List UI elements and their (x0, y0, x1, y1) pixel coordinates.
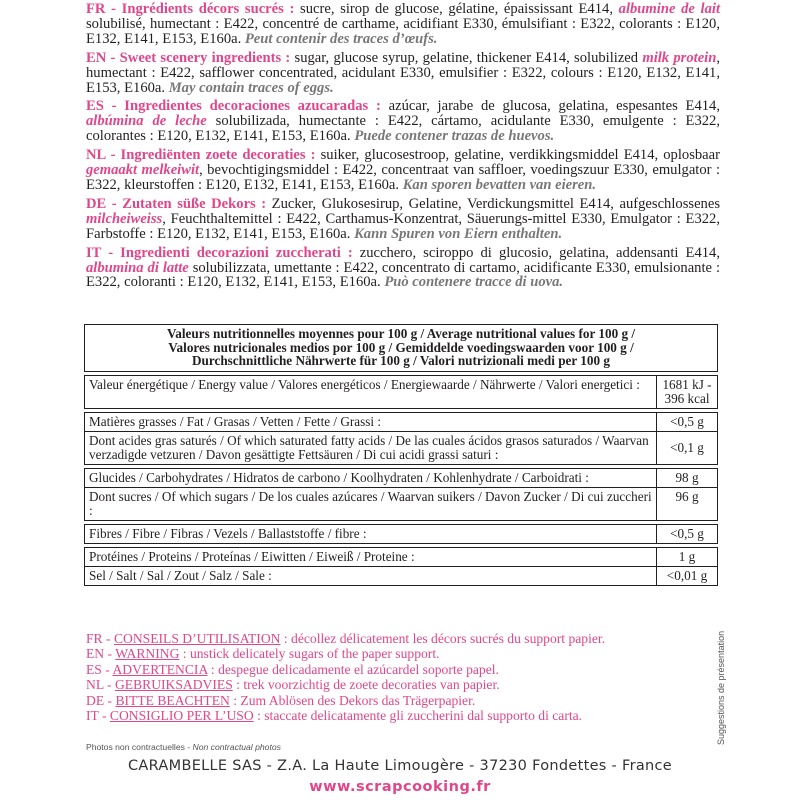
ingredients-text: Zucker, Glukosesirup, Gelatine, Verdickungsmittel E414, aufgeschlossenes (266, 195, 720, 212)
fat-label: Matières grasses / Fat / Grasas / Vetten / Fette / Grassi : (85, 412, 657, 431)
website-link[interactable]: www.scrapcooking.fr (309, 779, 491, 795)
ingredients-text: suiker, glucosestroop, gelatine, verdikkingsmiddel E414, oplosbaar (315, 147, 720, 164)
ingredients-it (86, 246, 720, 291)
advice-fr (86, 631, 605, 646)
advice-code: IT - (86, 708, 110, 724)
nutrition-header (85, 325, 718, 372)
ingredients-text: zucchero, sciroppo di glucosio, gelatina, addensanti E414, (352, 244, 720, 261)
ingredients-text: , bevochtigingsmiddel : E422, concentraat van saffloer, voedingszuur E330, emulgator : E322, kleurstoffen : E120, E132, E141, E153, E160a. (86, 162, 720, 193)
ingredients-fr (86, 2, 720, 47)
fibre-label: Fibres / Fibre / Fibras / Vezels / Ballaststoffe / fibre : (85, 524, 657, 543)
traces-warning: Peut contenir des traces d’œufs. (244, 30, 438, 47)
advice-de (86, 693, 605, 708)
ingredients-text: sugar, glucose syrup, gelatine, thickener E414, solubilized (290, 49, 643, 66)
energy-label: Valeur énergétique / Energy value / Valores energéticos / Energiewaarde / Nährwerte / Valori energetici : (85, 375, 657, 408)
advice-text: : Zum Ablösen des Dekors das Trägerpapier. (229, 692, 476, 708)
advice-code: EN - (86, 646, 116, 662)
ingredients-heading: EN - Sweet scenery ingredients : (86, 49, 291, 66)
nutrition-table (84, 324, 718, 586)
sugar-row (85, 487, 718, 520)
carbohydrate-value: 98 g (657, 468, 718, 487)
milk-allergen: milk protein (642, 49, 717, 66)
ingredients-es (86, 99, 720, 144)
ingredients-text: sucre, sirop de glucose, gélatine, épaississant E414, (294, 1, 619, 17)
energy-kcal: 396 kcal (664, 390, 710, 406)
sugar-label: Dont sucres / Of which sugars / De los cuales azúcares / Waarvan suikers / Davon Zucker / Di cui zuccheri : (85, 487, 657, 520)
advice-label: CONSEILS D’UTILISATION (113, 631, 281, 646)
usage-advice (86, 631, 605, 723)
nutrition-header-line: Valores nutricionales medios por 100 g / Gemiddelde voedingswaarden voor 100 g / (168, 339, 634, 355)
ingredients-text: solubilizzata, umettante : E422, concentrato di cartamo, acidificante E330, emulsionante : E322, coloranti : E120, E132, E141, E153, E160a. (86, 259, 721, 291)
traces-warning: May contain traces of eggs. (168, 79, 334, 96)
nutrition-header-line: Valeurs nutritionnelles moyennes pour 100 g / Average nutritional values for 100 g / (166, 326, 636, 341)
nutrition-header-row (85, 325, 718, 372)
ingredients-heading: IT - Ingredienti decorazioni zuccherati : (86, 244, 353, 261)
salt-value: <0,01 g (657, 566, 718, 585)
advice-code: NL - (86, 677, 115, 693)
advice-es (86, 662, 605, 677)
carbohydrate-row (85, 468, 718, 487)
saturated-fat-value: <0,1 g (657, 431, 718, 464)
ingredients-text: solubilisé, humectant : E422, concentré de carthame, acidifiant E330, émulsifiant : E322, colorants : E120, E132, E141, E153, E160a. (86, 15, 720, 47)
photos-disclaimer-fr: Photos non contractuelles - (86, 742, 193, 752)
ingredients-nl (86, 148, 720, 193)
fat-value: <0,5 g (657, 412, 718, 431)
energy-kj: 1681 kJ - (662, 376, 712, 392)
company-address: CARAMBELLE SAS - Z.A. La Haute Limougère - 37230 Fondettes - France (127, 758, 673, 774)
milk-allergen: gemaakt melkeiwit (86, 162, 200, 179)
advice-code: ES - (86, 661, 113, 677)
advice-text: : staccate delicatamente gli zuccherini dal supporto di carta. (253, 708, 583, 724)
advice-label: GEBRUIKSADVIES (114, 677, 233, 693)
presentation-suggestion-note: Suggestions de présentation (716, 630, 726, 745)
milk-allergen: albumine de lait (618, 1, 721, 17)
advice-label: BITTE BEACHTEN (115, 692, 230, 708)
ingredients-en (86, 51, 720, 96)
milk-allergen: milcheiweiss (86, 210, 163, 227)
milk-allergen: albumina di latte (86, 259, 189, 276)
salt-label: Sel / Salt / Sal / Zout / Salz / Sale : (85, 566, 657, 585)
advice-code: DE - (86, 692, 116, 708)
energy-value (657, 375, 718, 408)
advice-label: CONSIGLIO PER L’USO (109, 708, 254, 724)
advice-en (86, 646, 605, 661)
advice-text: : unstick delicately sugars of the paper support. (179, 646, 440, 662)
ingredients-heading: DE - Zutaten süße Dekors : (86, 195, 267, 212)
ingredients-text: , Feuchthaltemittel : E422, Carthamus-Konzentrat, Säuerungs-mittel E330, Emulgator : E322, Farbstoffe : E120, E132, E141, E153, E160a. (86, 210, 720, 242)
carbohydrate-label: Glucides / Carbohydrates / Hidratos de carbono / Koolhydraten / Kohlenhydrate / Carboidrati : (85, 468, 657, 487)
fibre-value: <0,5 g (657, 524, 718, 543)
protein-value: 1 g (657, 547, 718, 566)
ingredients-heading: FR - Ingrédients décors sucrés : (86, 1, 295, 17)
salt-row (85, 566, 718, 585)
traces-warning: Kan sporen bevatten van eieren. (402, 176, 597, 193)
protein-label: Protéines / Proteins / Proteínas / Eiwitten / Eiweiß / Proteine : (85, 547, 657, 566)
ingredients-de (86, 197, 720, 242)
advice-text: : trek voorzichtig de zoete decoraties van papier. (232, 677, 500, 693)
sugar-value: 96 g (657, 487, 718, 520)
saturated-fat-label: Dont acides gras saturés / Of which saturated fatty acids / De las cuales ácidos grasos saturados / Waarvan verzadigde vetzuren / Davon gesättigte Fettsäuren / Di cui acidi grassi saturi : (85, 431, 657, 464)
traces-warning: Kann Spuren von Eiern enthalten. (354, 225, 563, 242)
fat-row (85, 412, 718, 431)
photos-disclaimer-en: Non contractual photos (192, 742, 281, 752)
advice-text: : despegue delicadamente el azúcardel soporte papel. (207, 661, 499, 677)
advice-label: ADVERTENCIA (112, 661, 208, 677)
nutrition-header-line: Durchschnittliche Nährwerte für 100 g / Valori nutrizionali medi per 100 g (192, 353, 610, 369)
advice-it (86, 708, 605, 723)
advice-code: FR - (86, 631, 114, 646)
ingredients-section (86, 2, 720, 294)
fibre-row (85, 524, 718, 543)
advice-text: : décollez délicatement les décors sucrés du support papier. (280, 631, 606, 646)
energy-row (85, 375, 718, 408)
traces-warning: Può contenere tracce di uova. (384, 274, 564, 291)
ingredients-heading: ES - Ingredientes decoraciones azucaradas : (86, 98, 381, 115)
ingredients-text: azúcar, jarabe de glucosa, gelatina, espesantes E414, (380, 98, 721, 115)
advice-label: WARNING (115, 646, 180, 662)
traces-warning: Puede contener trazas de huevos. (354, 128, 555, 145)
milk-allergen: albúmina de leche (86, 113, 207, 130)
photos-disclaimer (86, 742, 281, 752)
advice-nl (86, 677, 605, 692)
protein-row (85, 547, 718, 566)
ingredients-text: solubilizada, humectante : E422, cártamo, acidulante E330, emulgente : E322, colorantes : E120, E132, E141, E153, E160a. (86, 113, 720, 145)
ingredients-text: , humectant : E422, safflower concentrated, acidulant E330, emulsifier : E322, colours : E120, E132, E141, E153, E160a. (86, 49, 720, 96)
saturated-fat-row (85, 431, 718, 464)
ingredients-heading: NL - Ingrediënten zoete decoraties : (86, 147, 316, 164)
